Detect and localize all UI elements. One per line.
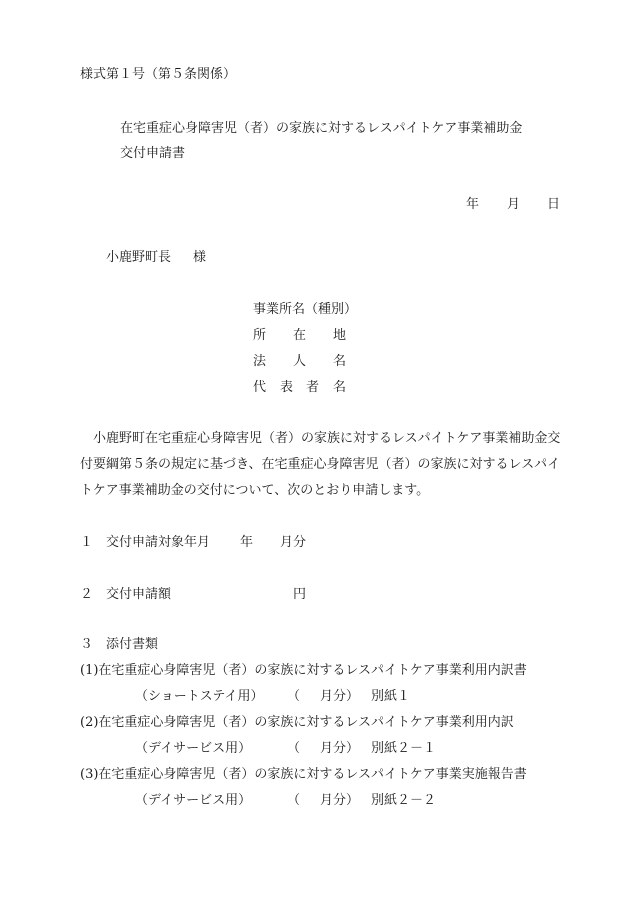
item-label: 交付申請対象年月 [106,535,211,550]
applicant-location-char: 地 [333,328,347,343]
item-1-month: 月分 [280,535,307,550]
attachment-month: 月分） [320,793,360,808]
form-number: 様式第１号（第５条関係） [80,67,237,82]
attachment-type: （ショートステイ用） [135,689,264,704]
item-number: ３ [80,637,94,652]
applicant-office-name: 事業所名（種別） [253,302,358,317]
applicant-location-char: 所 [253,328,267,343]
date-day: 日 [547,197,561,212]
item-number: ２ [80,587,94,602]
statement-line: 付要綱第５条の規定に基づき、在宅重症心身障害児（者）の家族に対するレスパイ [80,457,561,472]
statement-line: 小鹿野町在宅重症心身障害児（者）の家族に対するレスパイトケア事業補助金交 [80,431,561,446]
attachment-paren: （ [287,741,301,756]
applicant-corporation-char: 名 [333,354,347,369]
addressee-name: 小鹿野町長 [106,250,172,265]
attachment-ref: 別紙２－１ [371,741,437,756]
attachment-ref: 別紙１ [371,689,411,704]
addressee-honorific: 様 [193,250,207,265]
applicant-representative-char: 代 [253,380,267,395]
attachment-title: (1)在宅重症心身障害児（者）の家族に対するレスパイトケア事業利用内訳書 [80,663,527,678]
date-month: 月 [507,197,521,212]
item-label: 交付申請額 [106,587,172,602]
applicant-corporation-char: 法 [253,354,267,369]
attachment-title: (3)在宅重症心身障害児（者）の家族に対するレスパイトケア事業実施報告書 [80,767,527,782]
attachment-type: （デイサービス用） [135,741,252,756]
attachment-month: 月分） [320,741,360,756]
attachment-paren: （ [287,793,301,808]
statement-line: トケア事業補助金の交付について、次のとおり申請します。 [80,483,430,498]
applicant-representative-char: 表 [280,380,294,395]
application-statement [80,426,580,504]
item-label: 添付書類 [106,637,159,652]
date-year: 年 [466,197,480,212]
item-1-year: 年 [240,535,254,550]
item-number: １ [80,535,94,550]
applicant-corporation-char: 人 [293,354,307,369]
item-2-unit: 円 [293,587,307,602]
attachment-paren: （ [287,689,301,704]
attachment-ref: 別紙２－２ [371,793,437,808]
applicant-representative-char: 名 [333,380,347,395]
attachment-title: (2)在宅重症心身障害児（者）の家族に対するレスパイトケア事業利用内訳 [80,715,514,730]
title-line-1: 在宅重症心身障害児（者）の家族に対するレスパイトケア事業補助金 [120,121,523,136]
title-line-2: 交付申請書 [120,146,186,161]
applicant-location-char: 在 [293,328,307,343]
attachment-month: 月分） [320,689,360,704]
applicant-representative-char: 者 [306,380,320,395]
attachment-type: （デイサービス用） [135,793,252,808]
